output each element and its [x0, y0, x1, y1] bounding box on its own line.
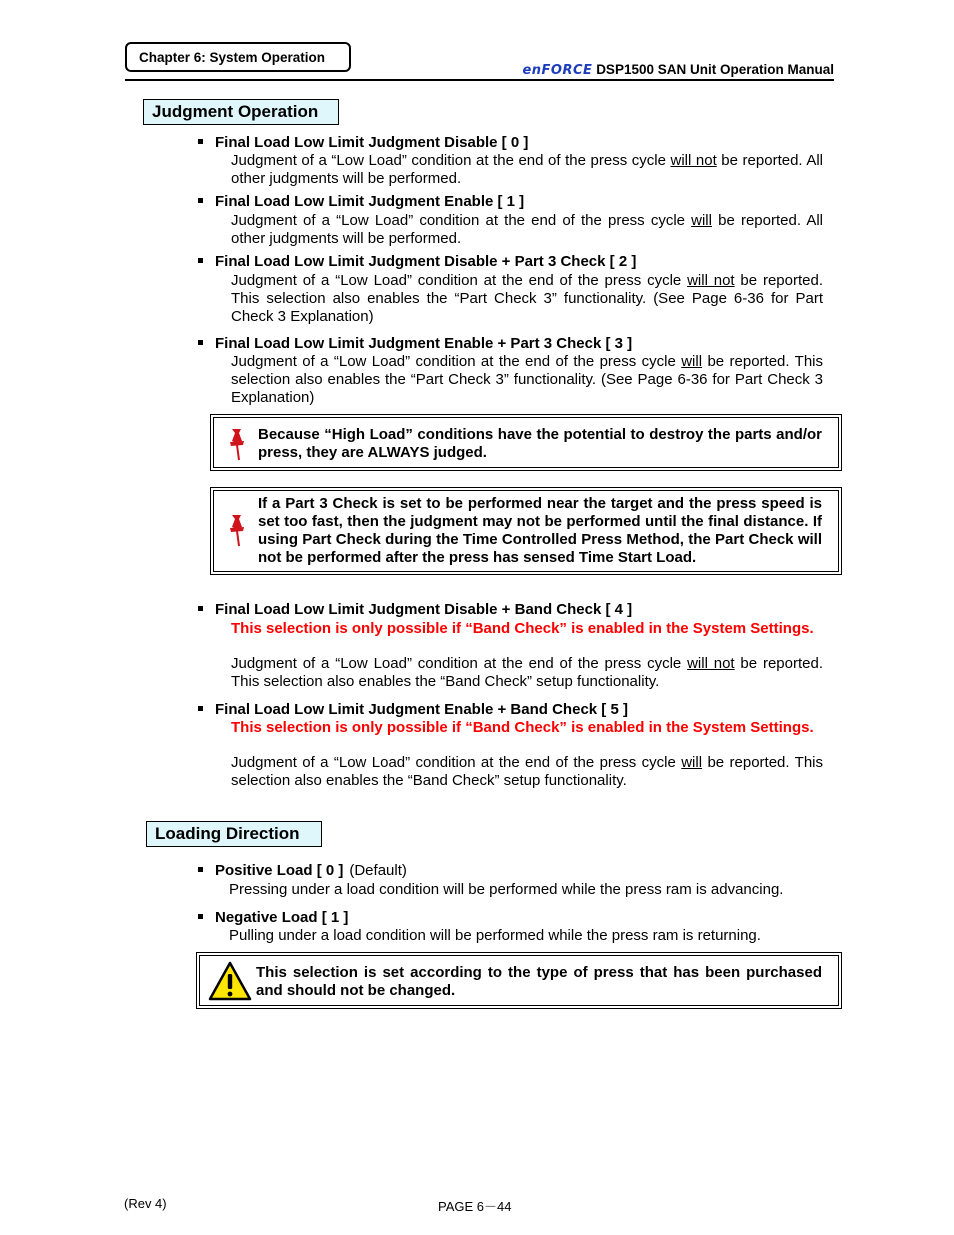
- manual-header: [522, 62, 834, 78]
- section-title-loading: Loading Direction: [146, 821, 322, 847]
- enforce-logo: enFORCE: [522, 63, 593, 78]
- list-item-label: Final Load Low Limit Judgment Disable + Band Check [ 4 ]: [198, 601, 632, 618]
- pushpin-icon: [226, 513, 248, 547]
- list-item-label: Final Load Low Limit Judgment Enable + Part 3 Check [ 3 ]: [198, 335, 632, 352]
- requirement-warning: This selection is only possible if “Band Check” is enabled in the System Settings.: [231, 620, 814, 637]
- manual-title: DSP1500 SAN Unit Operation Manual: [596, 62, 834, 77]
- list-item-label: Final Load Low Limit Judgment Enable [ 1 ]: [198, 193, 524, 210]
- list-item-description: Pressing under a load condition will be performed while the press ram is advancing.: [229, 881, 784, 898]
- warning-text: This selection is set according to the type of press that has been purchased and should not be changed.: [256, 964, 822, 999]
- warning-note: [196, 952, 842, 1009]
- list-item-label: Final Load Low Limit Judgment Disable [ 0 ]: [198, 134, 528, 151]
- section-title-judgment: Judgment Operation: [143, 99, 339, 125]
- page-number: PAGE 6－44: [438, 1199, 512, 1214]
- revision-label: (Rev 4): [124, 1196, 167, 1211]
- list-item-description: Judgment of a “Low Load” condition at the end of the press cycle will be reported. This selection also enables the “Part Check 3” functionality. (See Page 6-36 for Part Check 3 Explanation): [231, 353, 823, 406]
- warning-triangle-icon: [208, 960, 252, 1002]
- caution-note: [210, 414, 842, 471]
- chapter-label: Chapter 6: System Operation: [125, 42, 351, 72]
- header-divider: [125, 79, 834, 81]
- list-item-description: Pulling under a load condition will be performed while the press ram is returning.: [229, 927, 761, 944]
- list-item-label: Negative Load [ 1 ]: [198, 909, 348, 926]
- pushpin-icon: [226, 427, 248, 461]
- note-text: Because “High Load” conditions have the potential to destroy the parts and/or press, they are ALWAYS judged.: [258, 426, 822, 461]
- list-item-label: Final Load Low Limit Judgment Disable + Part 3 Check [ 2 ]: [198, 253, 636, 270]
- list-item-description: Judgment of a “Low Load” condition at the end of the press cycle will be reported. This selection also enables the “Band Check” setup functionality.: [231, 754, 823, 789]
- note-text: If a Part 3 Check is set to be performed near the target and the press speed is set too fast, then the judgment may not be performed until the final distance. If using Part Check during the Time Controlled Press Method, the Part Check will not be performed after the press has sensed Time Start Load.: [258, 495, 822, 566]
- list-item-description: Judgment of a “Low Load” condition at the end of the press cycle will not be reported. This selection also enables the “Band Check” setup functionality.: [231, 655, 823, 690]
- list-item-description: Judgment of a “Low Load” condition at the end of the press cycle will be reported. All other judgments will be performed.: [231, 212, 823, 247]
- list-item-label: Final Load Low Limit Judgment Enable + Band Check [ 5 ]: [198, 701, 628, 718]
- requirement-warning: This selection is only possible if “Band Check” is enabled in the System Settings.: [231, 719, 814, 736]
- list-item-label: Positive Load [ 0 ] (Default): [198, 862, 407, 879]
- caution-note: [210, 487, 842, 575]
- list-item-description: Judgment of a “Low Load” condition at the end of the press cycle will not be reported. All other judgments will be performed.: [231, 152, 823, 187]
- list-item-description: Judgment of a “Low Load” condition at the end of the press cycle will not be reported. This selection also enables the “Part Check 3” functionality. (See Page 6-36 for Part Check 3 Explanation): [231, 272, 823, 325]
